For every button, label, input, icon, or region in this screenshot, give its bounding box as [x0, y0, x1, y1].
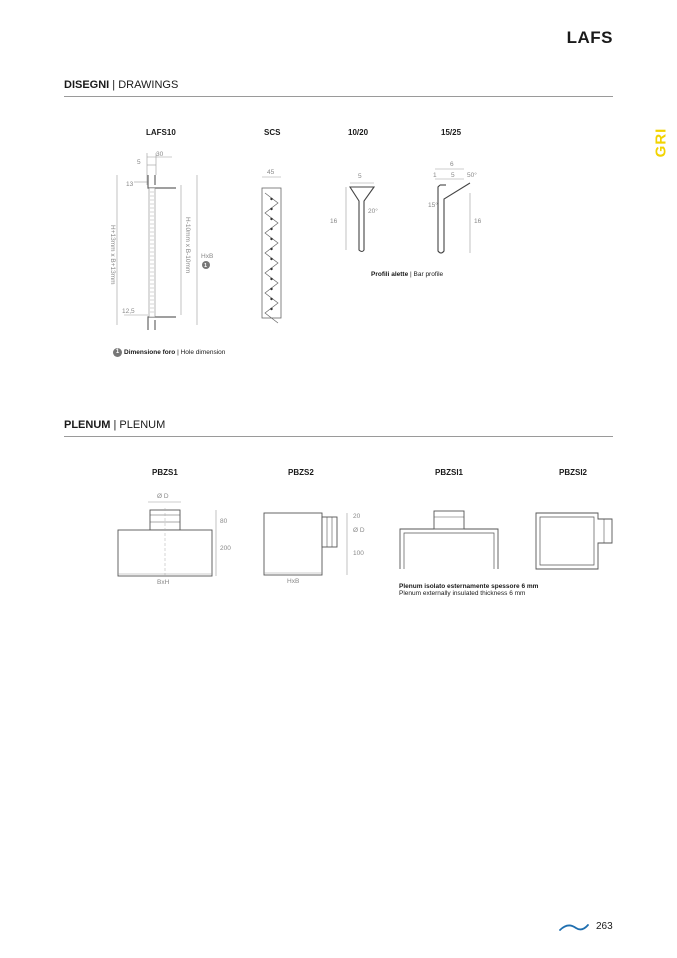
scs-hole [270, 268, 272, 270]
insulated-caption-line2: Plenum externally insulated thickness 6 mm [399, 590, 526, 597]
profile-caption-bold: Profili alette [371, 271, 409, 278]
side-tab-label: GRI [652, 127, 670, 158]
p1525-dim-50deg: 50° [467, 172, 477, 179]
lafs10-dim-12-5: 12,5 [122, 308, 135, 315]
pbzs1-dim-d: Ø D [157, 493, 169, 500]
scs-hole [270, 228, 272, 230]
section-title-plenum [64, 419, 165, 431]
pbzs2-dim-100: 100 [353, 550, 364, 557]
hole-caption-rest: | Hole dimension [175, 349, 226, 357]
lafs10-dim-inner: H-10mm x B-10mm [184, 217, 191, 274]
hole-caption [113, 348, 225, 357]
drawing-label-1525: 15/25 [441, 128, 462, 137]
p1525-dim-5: 5 [451, 172, 455, 179]
section-title-drawings-rest: | DRAWINGS [109, 79, 179, 91]
p1020-dim-20deg: 20° [368, 208, 378, 215]
profile-caption-rest: | Bar profile [408, 271, 444, 278]
hole-caption-num: 1 [113, 348, 122, 357]
lafs10-marker: 1 [204, 263, 208, 269]
brand-logo-icon [558, 920, 590, 934]
pbzs1-dim-bxh: BxH [157, 579, 170, 586]
lafs10-dim-13: 13 [126, 181, 134, 188]
p1020-dim-5: 5 [358, 173, 362, 180]
page-title: LAFS [566, 28, 613, 47]
scs-hole [270, 298, 272, 300]
profile-1020-drawing [322, 165, 392, 265]
section-divider [64, 436, 613, 437]
scs-hole [270, 218, 272, 220]
pbzsi1-drawing [394, 505, 504, 575]
pbzs1-dim-200: 200 [220, 545, 231, 552]
plenum-label-pbzsi1: PBZSI1 [435, 468, 464, 477]
p1020-dim-16: 16 [330, 218, 338, 225]
scs-hole [270, 278, 272, 280]
lafs10-dim-30: 30 [156, 151, 164, 158]
scs-hole [270, 248, 272, 250]
hole-caption-bold: Dimensione foro [124, 349, 176, 357]
drawing-label-scs: SCS [264, 128, 281, 137]
side-tab-gri [650, 128, 670, 160]
scs-dim-45: 45 [267, 169, 275, 176]
page-number: 263 [596, 921, 613, 932]
lafs10-dim-5: 5 [137, 159, 141, 166]
scs-drawing [256, 165, 296, 325]
lafs10-dim-outer: H+13mm x B+13mm [109, 225, 116, 285]
pbzs2-drawing [256, 505, 376, 590]
pbzs2-dim-hxb: HxB [287, 578, 300, 585]
section-title-drawings-bold: DISEGNI [64, 79, 110, 91]
p1525-dim-1: 1 [433, 172, 437, 179]
drawing-label-lafs10: LAFS10 [146, 128, 176, 137]
p1525-dim-15deg: 15° [428, 202, 438, 209]
profile-1525-drawing [420, 155, 490, 265]
scs-hole [270, 238, 272, 240]
scs-hole [270, 288, 272, 290]
scs-hole [270, 208, 272, 210]
section-title-plenum-bold: PLENUM [64, 419, 111, 431]
drawing-label-1020: 10/20 [348, 128, 369, 137]
pbzs2-dim-d: Ø D [353, 527, 365, 534]
insulated-caption-line1: Plenum isolato esternamente spessore 6 mm [399, 583, 539, 590]
lafs10-drawing [100, 145, 230, 330]
section-title-plenum-rest: | PLENUM [110, 419, 166, 431]
p1525-dim-16: 16 [474, 218, 482, 225]
profile-caption [371, 271, 443, 278]
section-title-drawings [64, 79, 178, 91]
p1525-dim-6: 6 [450, 161, 454, 168]
lafs10-dim-hxb: HxB [201, 253, 214, 260]
scs-hole [270, 308, 272, 310]
plenum-label-pbzsi2: PBZSI2 [559, 468, 588, 477]
pbzsi2-drawing [530, 505, 620, 575]
pbzs1-dim-80: 80 [220, 518, 228, 525]
section-divider [64, 96, 613, 97]
scs-hole [270, 258, 272, 260]
scs-hole [270, 198, 272, 200]
plenum-label-pbzs2: PBZS2 [288, 468, 314, 477]
plenum-label-pbzs1: PBZS1 [152, 468, 178, 477]
pbzs1-drawing [110, 488, 240, 588]
pbzs2-dim-20: 20 [353, 513, 361, 520]
insulated-caption [399, 583, 538, 597]
